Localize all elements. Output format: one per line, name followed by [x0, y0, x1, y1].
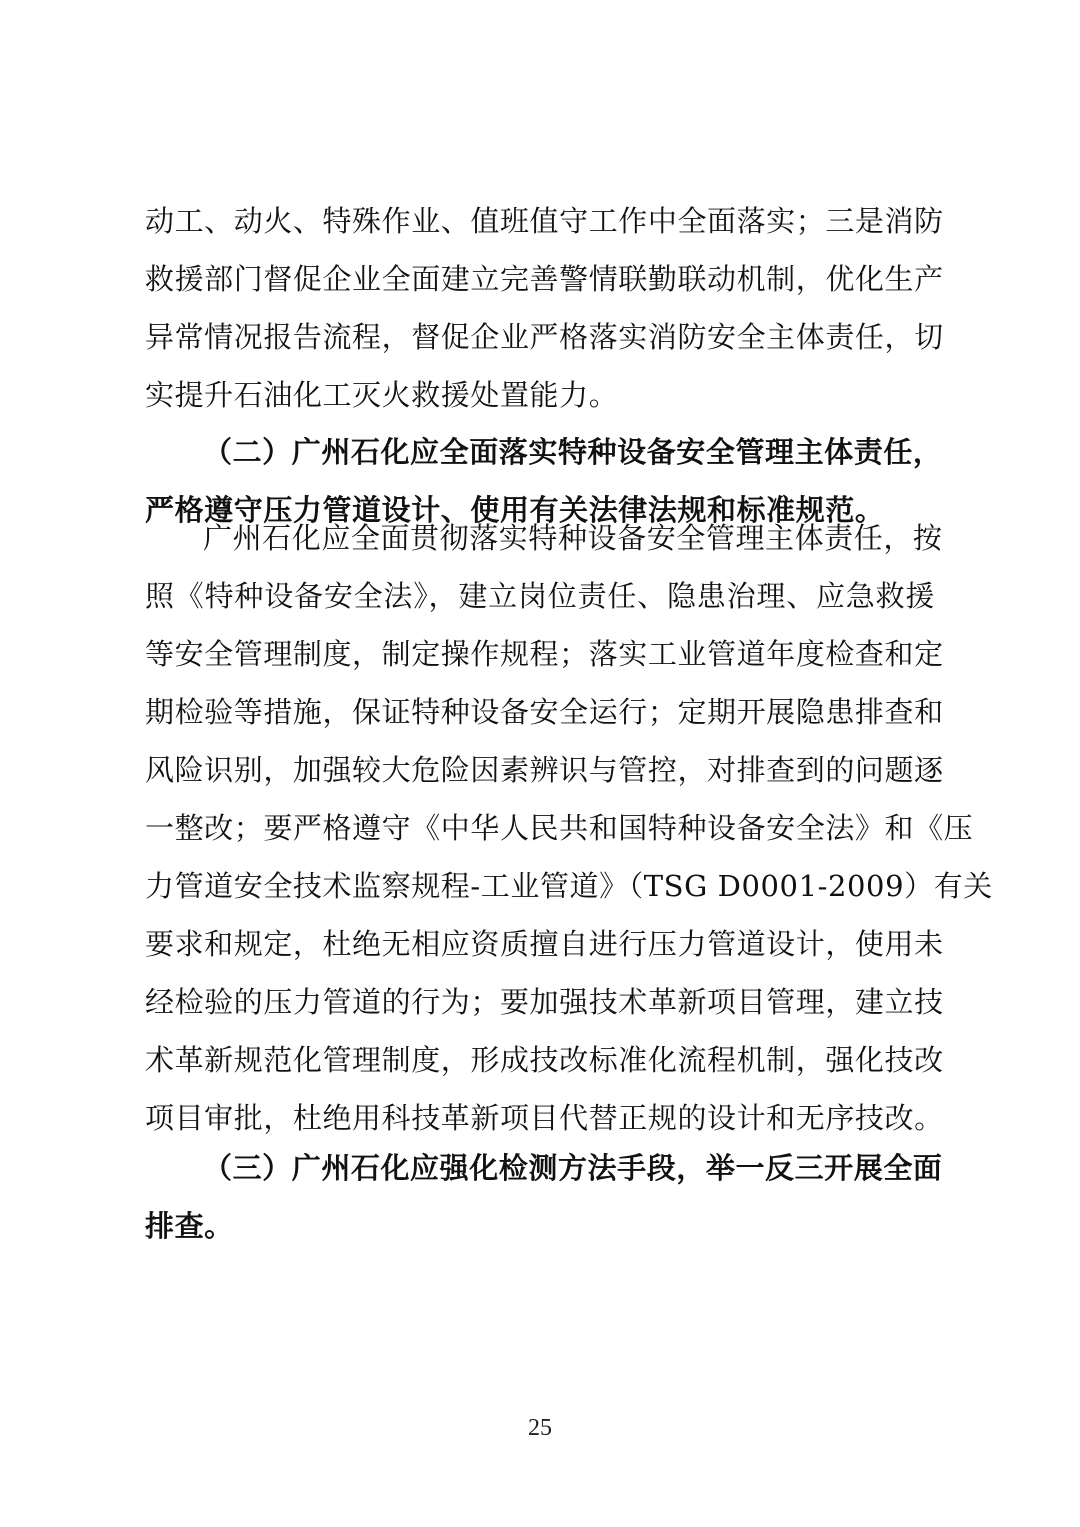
paragraph-line: 等安全管理制度，制定操作规程；落实工业管道年度检查和定: [145, 637, 944, 671]
paragraph-line: 照《特种设备安全法》，建立岗位责任、隐患治理、应急救援: [145, 579, 935, 613]
heading-line: （二）广州石化应全面落实特种设备安全管理主体责任，: [203, 435, 943, 469]
heading-line: （三）广州石化应强化检测方法手段，举一反三开展全面: [203, 1151, 943, 1185]
paragraph-line: 项目审批，杜绝用科技革新项目代替正规的设计和无序技改。: [145, 1101, 944, 1135]
paragraph-line: 广州石化应全面贯彻落实特种设备安全管理主体责任，按: [203, 521, 943, 555]
paragraph-line: 一整改；要严格遵守《中华人民共和国特种设备安全法》和《压: [145, 811, 974, 845]
heading-line: 排查。: [145, 1209, 234, 1243]
paragraph-line: 期检验等措施，保证特种设备安全运行；定期开展隐患排查和: [145, 695, 944, 729]
paragraph-line: 术革新规范化管理制度，形成技改标准化流程机制，强化技改: [145, 1043, 944, 1077]
page-number: 25: [528, 1415, 552, 1441]
paragraph-line: 异常情况报告流程，督促企业严格落实消防安全主体责任，切: [145, 320, 944, 354]
paragraph-line: 动工、动火、特殊作业、值班值守工作中全面落实；三是消防: [145, 204, 944, 238]
paragraph-line: 要求和规定，杜绝无相应资质擅自进行压力管道设计，使用未: [145, 927, 944, 961]
paragraph-line: 经检验的压力管道的行为；要加强技术革新项目管理，建立技: [145, 985, 944, 1019]
paragraph-consumer-fire-rescue: [145, 192, 944, 424]
paragraph-special-equipment: [145, 509, 993, 1147]
paragraph-line: 救援部门督促企业全面建立完善警情联勤联动机制，优化生产: [145, 262, 944, 296]
paragraph-line: 风险识别，加强较大危险因素辨识与管控，对排查到的问题逐: [145, 753, 944, 787]
heading-line: 严格遵守压力管道设计、使用有关法律法规和标准规范。: [145, 493, 885, 527]
paragraph-line: 力管道安全技术监察规程-工业管道》（TSG D0001-2009）有关: [145, 869, 993, 903]
section-heading-3: [145, 1139, 943, 1255]
paragraph-line: 实提升石油化工灭火救援处置能力。: [145, 378, 619, 412]
